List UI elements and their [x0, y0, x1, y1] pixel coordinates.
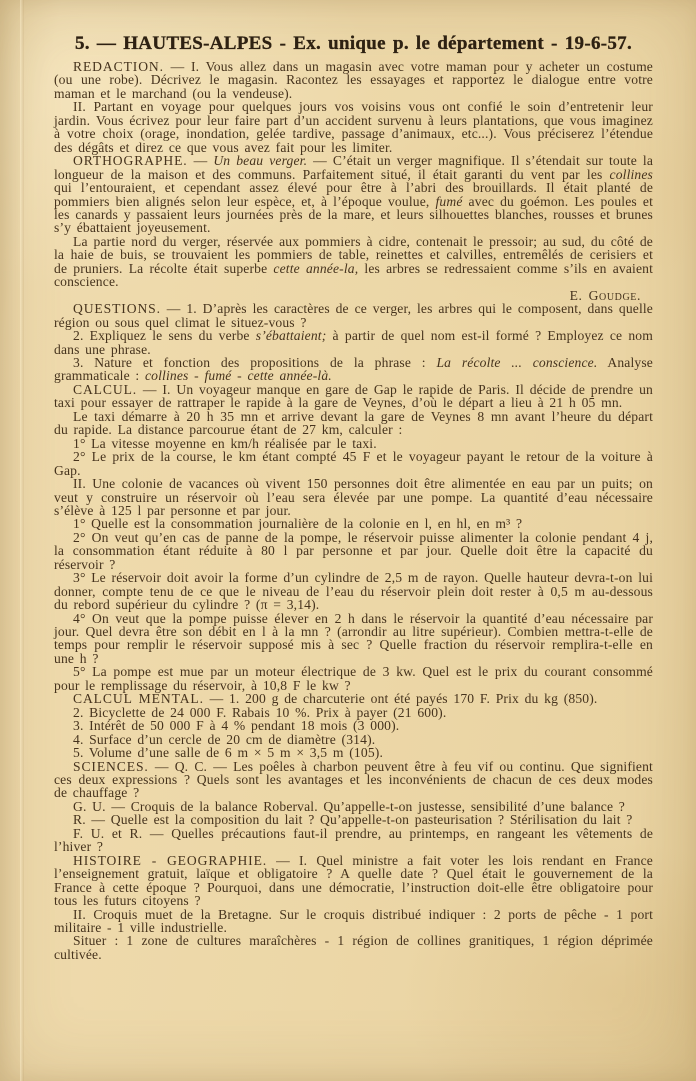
text-segment: fumé	[435, 193, 463, 209]
paragraph	[54, 60, 653, 100]
paragraph	[54, 450, 653, 477]
text-segment: La récolte ... conscience.	[436, 354, 598, 370]
paragraph	[54, 571, 653, 611]
text-segment: 2. Bicyclette de 24 000 F. Rabais 10 %. Prix à payer (21 600).	[73, 704, 447, 720]
paragraph	[54, 827, 653, 854]
section-heading: CALCUL.	[73, 381, 138, 397]
section-heading: QUESTIONS.	[73, 301, 161, 317]
text-segment: Situer : 1 zone de cultures maraîchères - 1 région de collines granitiques, 1 région déprimée cultivée.	[54, 933, 653, 962]
text-segment: 2. Expliquez le sens du verbe	[73, 328, 256, 344]
paragraph	[54, 746, 653, 759]
text-segment: G. U. — Croquis de la balance Roberval. Qu’appelle-t-on justesse, sensibilité d’une balance ?	[73, 798, 625, 814]
text-segment: II. Partant en voyage pour quelques jours vos voisins vous ont confié le soin d’entretenir leur jardin. Vous écrivez pour leur faire part d’un accident survenu à leurs plantations, que vous imaginez à votre choix (orage, inondation, gelée tardive, passage d’animaux, etc...). Vous préciserez l’étendue des dégâts et direz ce que vous avez fait pour les limiter.	[54, 99, 653, 155]
text-segment: 3° Le réservoir doit avoir la forme d’un cylindre de 2,5 m de rayon. Quelle hauteur devra-t-on lui donner, compte tenu de ce que le niveau de l’eau du réservoir plein doit rester à 0,5 m au-dessous du rebord supérieur du cylindre ? (π = 3,14).	[54, 570, 653, 613]
paragraph	[54, 813, 653, 826]
paragraph	[54, 908, 653, 935]
text-segment: 3. Nature et fonction des propositions de la phrase :	[73, 354, 437, 370]
text-segment: Le taxi démarre à 20 h 35 mn et arrive devant la gare de Veynes 8 mn avant l’heure du départ du rapide. La distance parcourue étant de 27 km, calculer :	[54, 408, 653, 438]
paragraph	[54, 854, 653, 908]
paragraph	[54, 100, 653, 154]
text-segment: — I. Vous allez dans un magasin avec votre maman pour y acheter un costume (ou une robe). Décrivez le magasin. Racontez les essayages et rapportez le dialogue entre votre maman et le marchand (ou la vendeuse).	[54, 59, 653, 101]
text-segment: à partir de quel nom est-il formé ? Employez ce nom dans une phrase.	[54, 328, 653, 357]
paragraph	[54, 934, 653, 961]
text-segment: 2° On veut qu’en cas de panne de la pompe, le réservoir puisse alimenter la colonie pendant 4 j, la consommation étant réduite à 80 l par personne et par jour. Quelle doit être la capacité du réservoir ?	[54, 529, 653, 572]
text-segment: 5° La pompe est mue par un moteur électrique de 3 kw. Quel est le prix du courant consommé pour le remplissage du réservoir, à 10,8 F le kw ?	[54, 664, 653, 693]
text-segment: — Q. C. — Les poêles à charbon peuvent être à feu vif ou continu. Que signifient ces deux expressions ? Quels sont les avantages et les inconvénients de chacun de ces deux modes de chauffage ?	[54, 758, 653, 801]
section-heading: REDACTION.	[73, 59, 164, 74]
paragraph	[54, 477, 653, 517]
paragraph	[54, 154, 653, 235]
text-segment: II. Une colonie de vacances où vivent 150 personnes doit être alimentée en eau par un puits; on veut y construire un réservoir où l’eau sera élevée par une pompe. La quantité d’eau nécessaire s’élève à 125 l par personne et par jour.	[54, 476, 653, 518]
paragraph	[54, 706, 653, 719]
text-segment: — C’était un verger magnifique. Il s’étendait sur toute la longueur de la maison et des communs. Parfaitement situé, il était garanti du vent par les	[54, 153, 654, 182]
text-segment: La partie nord du verger, réservée aux pommiers à cidre, contenait le pressoir; au sud, du côté de la haie de buis, se trouvaient les pommiers de table, reinettes et calvilles, entremêlés de cerisiers et de pruniers. La récolte était superbe	[54, 233, 653, 276]
section-heading: SCIENCES.	[73, 758, 149, 774]
text-segment: II. Croquis muet de la Bretagne. Sur le croquis distribué indiquer : 2 ports de pêche - 1 port militaire - 1 ville industrielle.	[54, 906, 653, 935]
text-segment: — I. Quel ministre a fait voter les lois rendant en France l’enseignement gratuit, laïque et obligatoire ? A quelle date ? Quel était le gouvernement de la France à cette époque ? Pourquoi, dans une démocratie, l’instruction doit-elle être obligatoire pour tous les futurs citoyens ?	[54, 852, 653, 909]
text-segment: 1° Quelle est la consommation journalière de la colonie en l, en hl, en m³ ?	[73, 516, 523, 532]
text-segment: 1° La vitesse moyenne en km/h réalisée par le taxi.	[73, 435, 377, 451]
text-segment: 4° On veut que la pompe puisse élever en 2 h dans le réservoir la quantité d’eau nécessaire par jour. Quel devra être son débit en l à la mn ? (arrondir au litre supérieur). Combien mettra-t-elle de temps pour remplir le réservoir supposé mis à sec ? Quelle fraction du réservoir remplira-t-elle en une h ?	[54, 610, 653, 666]
section-heading: HISTOIRE - GEOGRAPHIE.	[73, 852, 268, 868]
text-segment: Analyse grammaticale :	[54, 354, 653, 384]
text-segment: collines - fumé - cette année-là.	[145, 368, 332, 384]
paragraph	[54, 383, 653, 410]
paragraph	[54, 692, 653, 705]
text-segment: 5. Volume d’une salle de 6 m × 5 m × 3,5 m (105).	[73, 745, 383, 761]
text-segment: s’ébattaient;	[255, 328, 327, 344]
paragraph	[54, 733, 653, 746]
text-segment: Un beau verger.	[213, 153, 308, 169]
text-segment: les arbres se redressaient comme s’ils en avaient conscience.	[54, 260, 654, 290]
paper-crease	[20, 0, 24, 1081]
paragraph	[54, 437, 653, 450]
text-segment: —	[187, 153, 214, 169]
section-heading: ORTHOGRAPHE.	[73, 153, 188, 169]
paragraph	[54, 302, 653, 329]
paragraph	[54, 665, 653, 692]
paragraph	[54, 612, 653, 666]
text-segment: qui l’entouraient, et cependant assez élevé pour être à l’abri des brouillards. Il était planté de pommiers bien alignés selon leur espèce, et, à l’époque voulue,	[54, 180, 653, 209]
text-segment: avec du goémon. Les poules et les canards y passaient leurs journées près de la mare, et leurs silhouettes blanches, rousses et brunes s’y ébattaient joyeusement.	[54, 193, 653, 236]
text-segment: F. U. et R. — Quelles précautions faut-il prendre, au printemps, en rangeant les vêtements de l’hiver ?	[54, 825, 653, 855]
paragraph	[54, 531, 653, 571]
text-segment: — I. Un voyageur manque en gare de Gap le rapide de Paris. Il décide de prendre un taxi pour essayer de rattraper le rapide à la gare de Veynes, d’où le départ a lieu à 21 h 05 mn.	[54, 381, 653, 411]
text-segment: — 1. D’après les caractères de ce verger, les arbres qui le composent, dans quelle région ou sous quel climat le situez-vous ?	[54, 301, 653, 330]
paragraph	[54, 517, 653, 530]
paragraph	[54, 410, 653, 437]
text-segment: 4. Surface d’un cercle de 20 cm de diamètre (314).	[73, 731, 376, 747]
page-title: 5. — HAUTES-ALPES - Ex. unique p. le département - 19-6-57.	[74, 33, 633, 54]
text-segment: 2° Le prix de la course, le km étant compté 45 F et le voyageur payant le retour de la voiture à Gap.	[54, 449, 653, 478]
paragraph	[54, 235, 653, 289]
text-segment: R. — Quelle est la composition du lait ? Qu’appelle-t-on pasteurisation ? Stérilisation du lait ?	[73, 812, 633, 828]
paragraph	[54, 356, 653, 383]
paragraph	[54, 760, 653, 800]
text-segment: collines	[609, 166, 653, 182]
signature	[54, 289, 653, 302]
text-segment: E. Goudge.	[569, 287, 641, 303]
document-body	[54, 60, 653, 961]
paragraph	[54, 719, 653, 732]
text-segment: cette année-la,	[273, 260, 359, 276]
text-column	[54, 33, 653, 961]
text-segment: — 1. 200 g de charcuterie ont été payés 170 F. Prix du kg (850).	[203, 691, 598, 707]
paragraph	[54, 329, 653, 356]
section-heading: CALCUL MENTAL.	[73, 691, 204, 707]
paragraph	[54, 800, 653, 813]
text-segment: 3. Intérêt de 50 000 F à 4 % pendant 18 mois (3 000).	[73, 718, 400, 734]
